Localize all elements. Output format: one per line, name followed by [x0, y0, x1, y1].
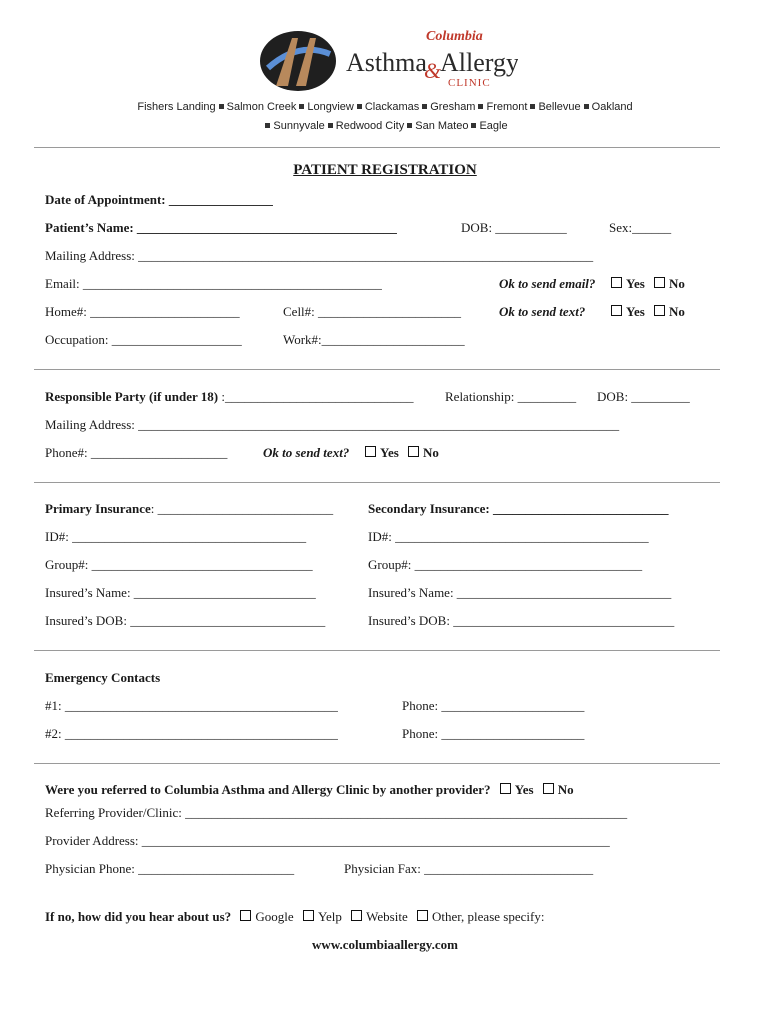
emergency-contacts-heading: Emergency Contacts — [45, 670, 161, 685]
email-yes-label: Yes — [626, 276, 645, 291]
referral-no-checkbox[interactable] — [543, 783, 554, 794]
secondary-id-field[interactable]: ID#: _______________________________________ — [368, 529, 649, 544]
work-phone-field[interactable]: Work#:______________________ — [283, 332, 465, 347]
primary-insurance-label: Primary Insurance — [45, 501, 151, 516]
other-checkbox[interactable] — [417, 910, 428, 921]
separator-bullet — [407, 123, 412, 128]
primary-insured-dob-field[interactable]: Insured’s DOB: ______________________________ — [45, 613, 326, 628]
other-label: Other, please specify: — [431, 909, 545, 924]
yelp-checkbox[interactable] — [303, 910, 314, 921]
responsible-yes-checkbox[interactable] — [365, 446, 376, 457]
separator-bullet — [219, 104, 224, 109]
secondary-group-field[interactable]: Group#: ___________________________________ — [368, 557, 643, 572]
location-name: Salmon Creek — [226, 101, 297, 113]
hear-about-us-row — [45, 909, 544, 925]
separator-bullet — [422, 104, 427, 109]
patient-name-field[interactable]: Patient’s Name: ________________________________________ — [45, 220, 397, 235]
responsible-dob-field[interactable]: DOB: _________ — [597, 389, 690, 404]
emergency-phone-2-field[interactable]: Phone: ______________________ — [402, 726, 585, 741]
mailing-address-field[interactable]: Mailing Address: ______________________________________________________________________ — [45, 248, 594, 263]
ok-text-options — [611, 304, 685, 320]
referral-question-text: Were you referred to Columbia Asthma and Allergy Clinic by another provider? — [45, 782, 491, 797]
responsible-mailing-field[interactable]: Mailing Address: __________________________________________________________________________ — [45, 417, 620, 432]
divider — [34, 369, 720, 370]
patient-sex-field[interactable]: Sex:______ — [609, 220, 672, 235]
location-name: Gresham — [430, 101, 476, 113]
emergency-contact-1-field[interactable]: #1: __________________________________________ — [45, 698, 338, 713]
logo-amp-text: & — [424, 58, 442, 83]
text-yes-checkbox[interactable] — [611, 305, 622, 316]
primary-insured-name-field[interactable]: Insured’s Name: ____________________________ — [45, 585, 316, 600]
referring-provider-field[interactable]: Referring Provider/Clinic: ____________________________________________________________________ — [45, 805, 628, 820]
separator-bullet — [478, 104, 483, 109]
referral-question — [45, 782, 574, 798]
location-name: Redwood City — [335, 120, 405, 132]
occupation-field[interactable]: Occupation: ____________________ — [45, 332, 242, 347]
text-no-label: No — [669, 304, 685, 319]
responsible-party-line: :_____________________________ — [218, 389, 414, 404]
location-name: Fremont — [486, 101, 528, 113]
responsible-no-checkbox[interactable] — [408, 446, 419, 457]
yelp-label: Yelp — [317, 909, 342, 924]
google-label: Google — [255, 909, 294, 924]
secondary-insurance-field[interactable]: Secondary Insurance: ___________________________ — [368, 501, 669, 516]
relationship-field[interactable]: Relationship: _________ — [445, 389, 577, 404]
referral-yes-label: Yes — [514, 782, 534, 797]
separator-bullet — [328, 123, 333, 128]
email-no-label: No — [669, 276, 685, 291]
separator-bullet — [265, 123, 270, 128]
email-field[interactable]: Email: ______________________________________________ — [45, 276, 382, 291]
separator-bullet — [584, 104, 589, 109]
logo-clinic-text: CLINIC — [448, 77, 491, 89]
referral-no-label: No — [557, 782, 574, 797]
responsible-party-field[interactable] — [45, 389, 413, 405]
text-no-checkbox[interactable] — [654, 305, 665, 316]
google-checkbox[interactable] — [240, 910, 251, 921]
date-of-appointment-field[interactable]: Date of Appointment: ________________ — [45, 192, 273, 207]
ok-text-label: Ok to send text? — [499, 304, 586, 319]
logo-emblem — [258, 26, 518, 96]
locations-row-2 — [0, 120, 770, 132]
physician-phone-field[interactable]: Physician Phone: ________________________ — [45, 861, 295, 876]
physician-fax-field[interactable]: Physician Fax: __________________________ — [344, 861, 594, 876]
website-url[interactable]: www.columbiaallergy.com — [312, 937, 458, 952]
primary-id-field[interactable]: ID#: ____________________________________ — [45, 529, 307, 544]
location-name: Sunnyvale — [273, 120, 325, 132]
location-name: Longview — [307, 101, 354, 113]
primary-insurance-line: : ___________________________ — [150, 501, 334, 516]
responsible-ok-text-label: Ok to send text? — [263, 445, 350, 460]
location-name: Bellevue — [538, 101, 581, 113]
divider — [34, 763, 720, 764]
responsible-party-label: Responsible Party (if under 18) — [45, 389, 219, 404]
website-checkbox[interactable] — [351, 910, 362, 921]
primary-insurance-field[interactable] — [45, 501, 333, 517]
responsible-yes-label: Yes — [380, 445, 399, 460]
locations-row-1 — [0, 101, 770, 113]
ok-email-options — [611, 276, 685, 292]
email-no-checkbox[interactable] — [654, 277, 665, 288]
separator-bullet — [471, 123, 476, 128]
logo-top-text: Columbia — [426, 29, 483, 44]
logo-allergy-text: Allergy — [440, 48, 518, 77]
responsible-no-label: No — [423, 445, 439, 460]
emergency-contact-2-field[interactable]: #2: __________________________________________ — [45, 726, 338, 741]
provider-address-field[interactable]: Provider Address: ________________________________________________________________________ — [45, 833, 610, 848]
location-name: Fishers Landing — [137, 101, 216, 113]
responsible-ok-text-options — [365, 445, 439, 461]
responsible-phone-field[interactable]: Phone#: _____________________ — [45, 445, 228, 460]
emergency-phone-1-field[interactable]: Phone: ______________________ — [402, 698, 585, 713]
email-yes-checkbox[interactable] — [611, 277, 622, 288]
divider — [34, 147, 720, 148]
text-yes-label: Yes — [626, 304, 645, 319]
location-name: San Mateo — [415, 120, 469, 132]
separator-bullet — [299, 104, 304, 109]
cell-phone-field[interactable]: Cell#: ______________________ — [283, 304, 462, 319]
secondary-insured-dob-field[interactable]: Insured’s DOB: __________________________________ — [368, 613, 675, 628]
primary-group-field[interactable]: Group#: __________________________________ — [45, 557, 313, 572]
home-phone-field[interactable]: Home#: _______________________ — [45, 304, 240, 319]
page-title: PATIENT REGISTRATION — [293, 162, 477, 178]
location-name: Oakland — [591, 101, 633, 113]
location-name: Eagle — [479, 120, 508, 132]
referral-yes-checkbox[interactable] — [500, 783, 511, 794]
location-name: Clackamas — [364, 101, 420, 113]
clinic-logo — [258, 26, 518, 96]
logo-main-text: Asthma — [346, 48, 427, 77]
website-label: Website — [366, 909, 408, 924]
hear-about-us-label: If no, how did you hear about us? — [45, 909, 232, 924]
divider — [34, 482, 720, 483]
secondary-insured-name-field[interactable]: Insured’s Name: _________________________________ — [368, 585, 672, 600]
patient-dob-field[interactable]: DOB: ___________ — [461, 220, 567, 235]
divider — [34, 650, 720, 651]
separator-bullet — [357, 104, 362, 109]
separator-bullet — [530, 104, 535, 109]
ok-email-label: Ok to send email? — [499, 276, 596, 291]
